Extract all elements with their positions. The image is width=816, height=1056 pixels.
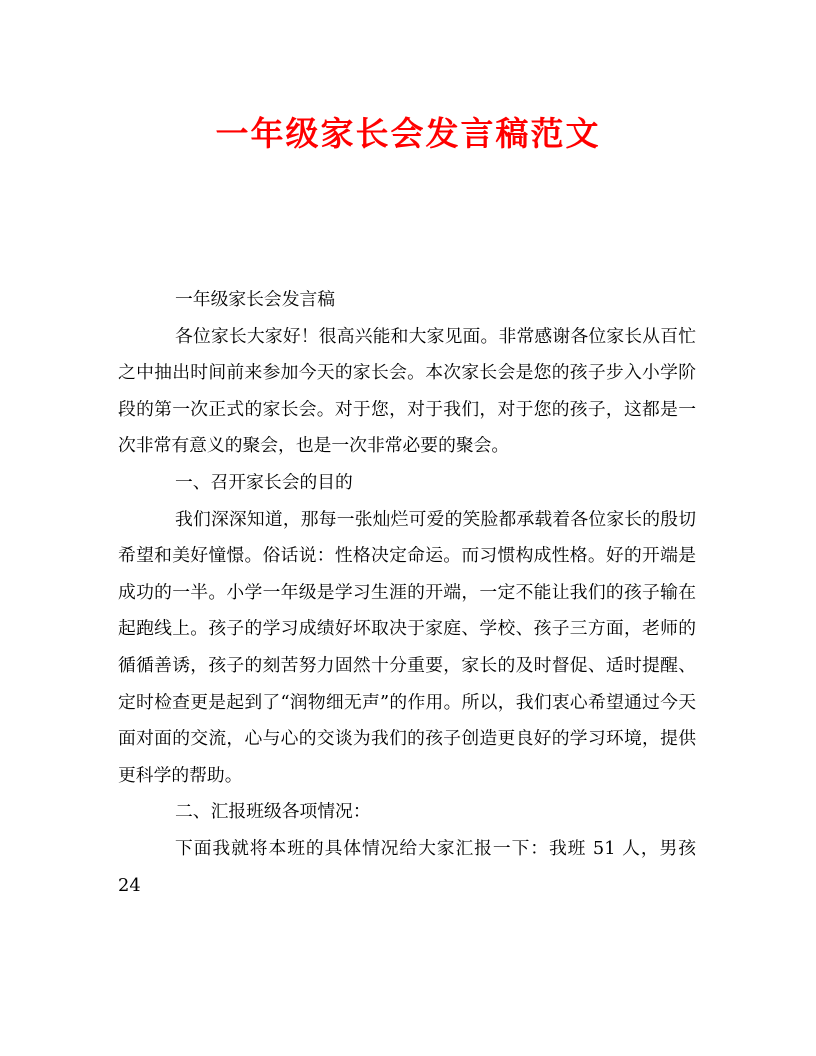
paragraph-report: 下面我就将本班的具体情况给大家汇报一下：我班 51 人，男孩 24 bbox=[118, 837, 696, 896]
section-heading-report: 二、汇报班级各项情况： bbox=[175, 801, 371, 823]
section-heading-purpose: 一、召开家长会的目的 bbox=[175, 471, 353, 493]
document-title: 一年级家长会发言稿范文 bbox=[215, 114, 601, 153]
paragraph-purpose: 我们深深知道，那每一张灿烂可爱的笑脸都承载着各位家长的殷切希望和美好憧憬。俗话说：性格决定命运。而习惯构成性格。好的开端是成功的一半。小学一年级是学习生涯的开端，一定不能让我们的孩子输在起跑线上。孩子的学习成绩好坏取决于家庭、学校、孩子三方面，老师的循循善诱，孩子的刻苦努力固然十分重要，家长的及时督促、适时提醒、定时检查更是起到了“润物细无声”的作用。所以，我们衷心希望通过今天面对面的交流，心与心的交谈为我们的孩子创造更良好的学习环境，提供更科学的帮助。 bbox=[118, 508, 696, 786]
paragraph-greeting: 各位家长大家好！很高兴能和大家见面。非常感谢各位家长从百忙之中抽出时间前来参加今天的家长会。本次家长会是您的孩子步入小学阶段的第一次正式的家长会。对于您，对于我们，对于您的孩子，这都是一次非常有意义的聚会，也是一次非常必要的聚会。 bbox=[118, 325, 696, 457]
document-body bbox=[118, 282, 696, 904]
paragraph-subtitle: 一年级家长会发言稿 bbox=[175, 289, 336, 310]
